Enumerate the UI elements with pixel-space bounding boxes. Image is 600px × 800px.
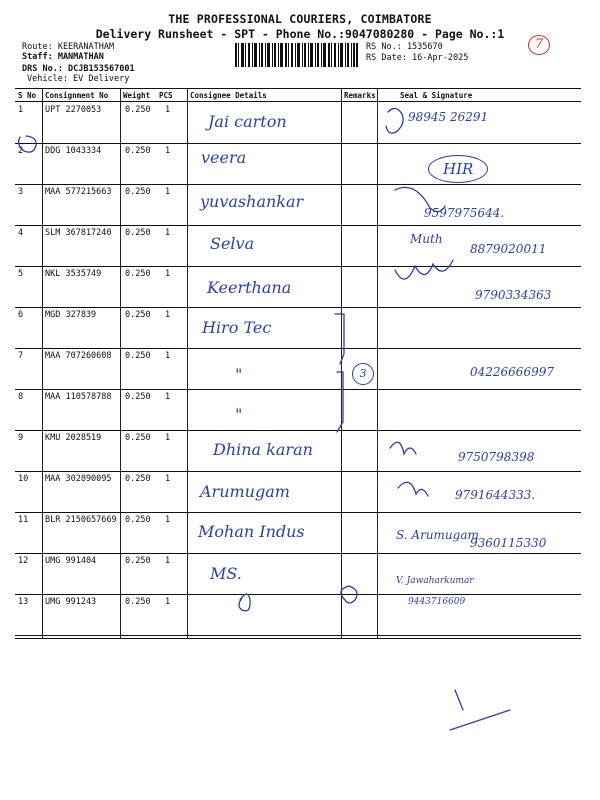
row-weight: 0.250: [125, 556, 151, 566]
row-pcs: 1: [165, 146, 171, 156]
col-consignment: Consignment No: [45, 91, 109, 100]
row-weight: 0.250: [125, 392, 151, 402]
row-weight: 0.250: [125, 187, 151, 197]
row-weight: 0.250: [125, 269, 151, 279]
row-consignment-no: UMG 991243: [45, 597, 97, 607]
row-weight: 0.250: [125, 105, 151, 115]
row-consignment-no: MAA 577215663: [45, 187, 112, 197]
margin-stroke: [455, 690, 463, 710]
rs-no-label: RS No.: 1535670: [366, 42, 443, 52]
row-consignment-no: MAA 707260608: [45, 351, 112, 361]
route-label: Route: KEERANATHAM: [22, 42, 115, 52]
row-pcs: 1: [165, 105, 171, 115]
row-pcs: 1: [165, 597, 171, 607]
row-phone-handwriting: 98945 26291: [408, 110, 489, 124]
row-signature: S. Arumugam: [396, 528, 479, 542]
row-consignee-handwriting: Mohan Indus: [198, 522, 305, 541]
row-consignee-handwriting: Keerthana: [207, 278, 292, 297]
row-weight: 0.250: [125, 146, 151, 156]
row-signature: V. Jawaharkumar: [396, 576, 474, 586]
row-consignment-no: BLR 2150657669: [45, 515, 117, 525]
row-pcs: 1: [165, 351, 171, 361]
vehicle-label: Vehicle: EV Delivery: [27, 74, 130, 84]
row-phone-handwriting: 9597975644.: [424, 206, 505, 220]
col-seal: Seal & Signature: [400, 91, 473, 100]
row-sno: 2: [18, 146, 24, 156]
row-sno: 8: [18, 392, 24, 402]
row-pcs: 1: [165, 228, 171, 238]
row-weight: 0.250: [125, 433, 151, 443]
row-consignee-handwriting: ": [235, 405, 243, 424]
row-consignee-handwriting: Dhina karan: [213, 440, 313, 459]
row-consignee-handwriting: MS.: [210, 564, 242, 583]
runsheet-table: [15, 88, 581, 639]
row-pcs: 1: [165, 310, 171, 320]
row-pcs: 1: [165, 556, 171, 566]
row-consignment-no: SLM 367817240: [45, 228, 112, 238]
col-weight: Weight: [123, 91, 151, 100]
row-consignee-handwriting: ": [235, 365, 243, 384]
row-weight: 0.250: [125, 515, 151, 525]
barcode-image: [235, 43, 358, 67]
row-weight: 0.250: [125, 351, 151, 361]
margin-stroke: [450, 710, 510, 730]
table-row: [15, 553, 581, 595]
col-remarks: Remarks: [344, 91, 376, 100]
row-sno: 3: [18, 187, 24, 197]
row-consignee-handwriting: Arumugam: [200, 482, 290, 501]
row-consignment-no: UMG 991404: [45, 556, 97, 566]
row-consignee-handwriting: veera: [201, 148, 247, 167]
row-phone-handwriting: 9790334363: [475, 288, 552, 302]
col-consignee: Consignee Details: [190, 91, 267, 100]
row-weight: 0.250: [125, 474, 151, 484]
drs-label: DRS No.: DCJB153567001: [22, 64, 135, 74]
row-sno: 9: [18, 433, 24, 443]
row-consignee-handwriting: Selva: [210, 234, 255, 253]
row-sno: 11: [18, 515, 29, 525]
row-sno: 6: [18, 310, 24, 320]
row-signature: HIR: [428, 155, 488, 183]
company-title: THE PROFESSIONAL COURIERS, COIMBATORE: [168, 12, 432, 26]
row-sno: 4: [18, 228, 24, 238]
rs-date-label: RS Date: 16-Apr-2025: [366, 53, 469, 63]
row-phone-handwriting: 8879020011: [470, 242, 547, 256]
row-phone-handwriting: 9443716609: [408, 597, 466, 607]
row-consignment-no: DDG 1043334: [45, 146, 102, 156]
staff-label: Staff: MANMATHAN: [22, 52, 104, 62]
row-consignment-no: NKL 3535749: [45, 269, 102, 279]
row-weight: 0.250: [125, 597, 151, 607]
row-sno: 10: [18, 474, 29, 484]
row-consignee-handwriting: Hiro Tec: [202, 318, 272, 337]
table-row: [15, 143, 581, 185]
row-sno: 7: [18, 351, 24, 361]
remarks-circle-mark: 3: [352, 363, 374, 385]
row-consignment-no: KMU 2028519: [45, 433, 102, 443]
row-phone-handwriting: 04226666997: [470, 365, 554, 379]
table-row: [15, 307, 581, 349]
row-pcs: 1: [165, 433, 171, 443]
row-consignment-no: MGD 327839: [45, 310, 97, 320]
row-consignment-no: UPT 2270053: [45, 105, 102, 115]
row-sno: 13: [18, 597, 29, 607]
col-pcs: PCS: [159, 91, 173, 100]
row-sno: 5: [18, 269, 24, 279]
table-row: [15, 389, 581, 431]
row-consignee-handwriting: yuvashankar: [200, 192, 304, 211]
table-header: [15, 89, 581, 102]
row-pcs: 1: [165, 474, 171, 484]
row-signature: Muth: [410, 232, 443, 246]
table-row: [15, 102, 581, 144]
row-pcs: 1: [165, 269, 171, 279]
row-weight: 0.250: [125, 228, 151, 238]
row-sno: 1: [18, 105, 24, 115]
row-phone-handwriting: 9791644333.: [455, 488, 536, 502]
col-sno: S No: [18, 91, 37, 100]
row-sno: 12: [18, 556, 29, 566]
page-mark: 7: [528, 35, 550, 55]
row-phone-handwriting: 9750798398: [458, 450, 535, 464]
row-phone-handwriting: 9360115330: [470, 536, 547, 550]
row-consignee-handwriting: Jai carton: [208, 112, 287, 131]
row-weight: 0.250: [125, 310, 151, 320]
row-consignment-no: MAA 302890095: [45, 474, 112, 484]
runsheet-subtitle: Delivery Runsheet - SPT - Phone No.:9047080280 - Page No.:1: [95, 27, 505, 41]
row-consignment-no: MAA 110578788: [45, 392, 112, 402]
row-pcs: 1: [165, 392, 171, 402]
table-row: [15, 594, 581, 636]
row-pcs: 1: [165, 187, 171, 197]
row-pcs: 1: [165, 515, 171, 525]
